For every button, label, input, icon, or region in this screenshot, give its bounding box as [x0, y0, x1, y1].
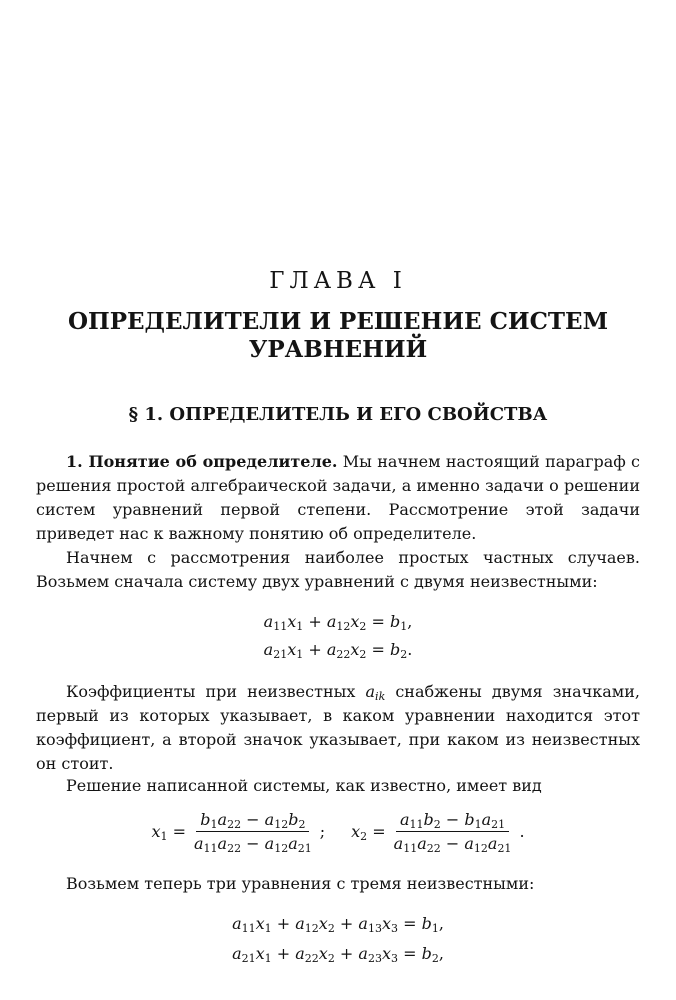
fraction-x1: $\frac{b_1a_{22} - a_{12}b_2}{a_{11}a_{22} - a_{12}a_{21}}$ — [193, 810, 312, 855]
paragraph-3 — [36, 680, 640, 776]
coefficient-symbol: $a_{ik}$ — [365, 682, 386, 703]
solution-formula: $x_1$ = $\frac{b_1a_{22} - a_{12}b_2}{a_{11}a_{22} - a_{12}a_{21}}$ ; $x_2$ = $\frac{a_{11}b_2 - b_1a_{21}}{a_{11}a_{22} - a_{12}a_{21}}$ . — [151, 810, 525, 855]
chapter-title-line2: УРАВНЕНИЙ — [248, 336, 428, 363]
paragraph-1-heading: 1. Понятие об определителе. — [66, 452, 338, 471]
paragraph-3-before: Коэффициенты при неизвестных — [66, 682, 366, 701]
paragraph-3-after: снабжены двумя значками, первый из которых указывает, в каком уравнении находится этот коэффициент, а второй значок указывает, при каком из неизвестных он стоит. — [36, 682, 640, 773]
chapter-label: ГЛАВА I — [269, 268, 407, 294]
paragraph-1 — [36, 450, 640, 546]
paragraph-5: Возьмем теперь три уравнения с тремя неизвестными: — [66, 874, 535, 893]
fraction-x2: $\frac{a_{11}b_2 - b_1a_{21}}{a_{11}a_{22} - a_{12}a_{21}}$ — [393, 810, 512, 855]
equation-3x3-row2: $a_{21}x_1 + a_{22}x_2 + a_{23}x_3 = b_2$, — [232, 944, 444, 965]
paragraph-2: Начнем с рассмотрения наиболее простых частных случаев. Возьмем сначала систему двух уравнений с двумя неизвестными: — [36, 548, 640, 591]
chapter-title — [36, 308, 640, 364]
paragraph-4: Решение написанной системы, как известно, имеет вид — [66, 776, 542, 795]
equation-3x3-row1: $a_{11}x_1 + a_{12}x_2 + a_{13}x_3 = b_1$, — [232, 914, 444, 935]
equation-2x2-row2: $a_{21}x_1 + a_{22}x_2 = b_2$. — [263, 640, 413, 661]
paragraph-1-text: Мы начнем настоящий параграф с решения простой алгебраической задачи, а именно задачи о решении систем уравнений первой степени. Рассмотрение этой задачи приведет нас к важному понятию об определителе. — [36, 452, 641, 543]
equation-2x2-row1: $a_{11}x_1 + a_{12}x_2 = b_1$, — [263, 612, 413, 633]
chapter-title-line1: ОПРЕДЕЛИТЕЛИ И РЕШЕНИЕ СИСТЕМ — [67, 308, 609, 335]
section-title: § 1. ОПРЕДЕЛИТЕЛЬ И ЕГО СВОЙСТВА — [128, 404, 548, 425]
